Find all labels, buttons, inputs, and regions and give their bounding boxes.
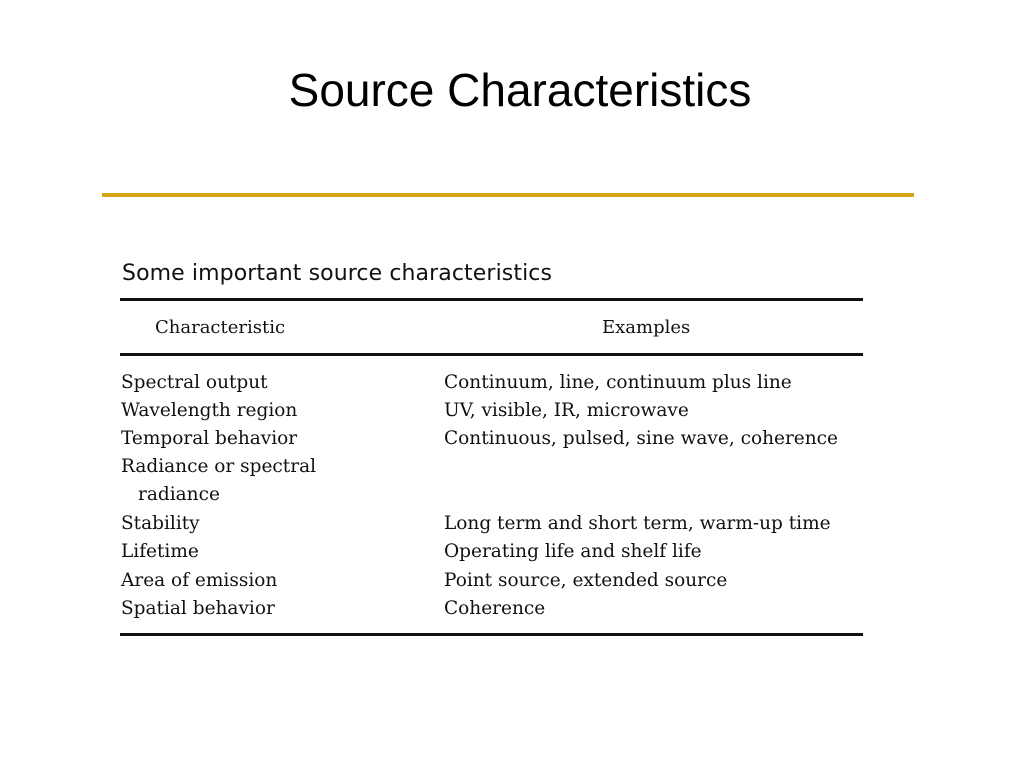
- characteristic-cell: Radiance or spectral: [121, 456, 317, 477]
- characteristic-cell: Stability: [121, 513, 200, 534]
- examples-cell: Continuum, line, continuum plus line: [444, 372, 792, 393]
- characteristic-cell: Wavelength region: [121, 400, 298, 421]
- examples-cell: UV, visible, IR, microwave: [444, 400, 689, 421]
- examples-cell: Continuous, pulsed, sine wave, coherence: [444, 428, 838, 449]
- characteristic-cell: Spectral output: [121, 372, 268, 393]
- characteristic-cell-continuation: radiance: [138, 484, 220, 505]
- slide-title: Source Characteristics: [288, 64, 752, 116]
- column-header-examples: Examples: [602, 317, 691, 338]
- characteristic-cell: Temporal behavior: [121, 428, 298, 449]
- characteristic-cell: Spatial behavior: [121, 598, 275, 619]
- characteristic-cell: Lifetime: [121, 541, 199, 562]
- table-header-rule: [120, 353, 863, 356]
- examples-cell: Operating life and shelf life: [444, 541, 702, 562]
- characteristic-cell: Area of emission: [121, 570, 278, 591]
- title-divider: [102, 193, 914, 197]
- examples-cell: Point source, extended source: [444, 570, 728, 591]
- column-header-characteristic: Characteristic: [155, 317, 286, 338]
- examples-cell: Coherence: [444, 598, 546, 619]
- table-caption: Some important source characteristics: [122, 261, 553, 286]
- examples-cell: Long term and short term, warm-up time: [444, 513, 831, 534]
- table-top-rule: [120, 298, 863, 301]
- table-bottom-rule: [120, 633, 863, 636]
